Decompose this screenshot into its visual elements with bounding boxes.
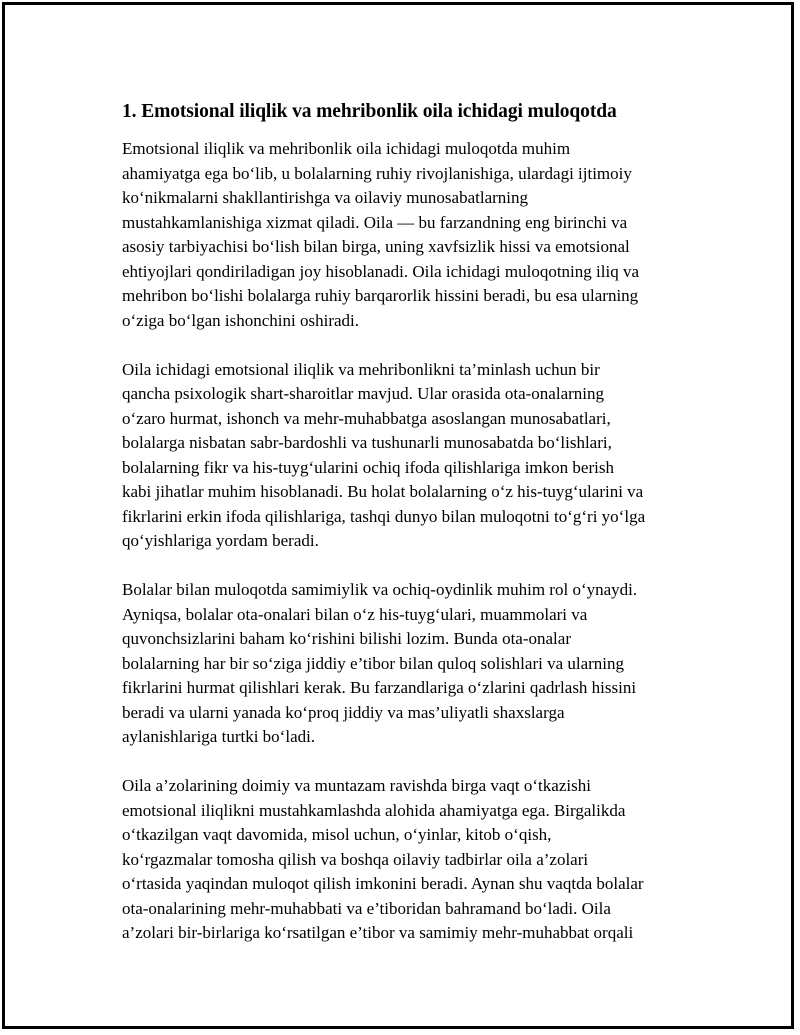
text-line: Emotsional iliqlik va mehribonlik oila ichidagi muloqotda muhim [122, 139, 571, 158]
text-line: ahamiyatga ega bo‘lib, u bolalarning ruhiy rivojlanishiga, ulardagi ijtimoiy [122, 163, 632, 183]
text-line: kabi jihatlar muhim hisoblanadi. Bu holat bolalarning o‘z his-tuyg‘ularini va [122, 482, 644, 501]
paragraph [122, 358, 692, 554]
paragraph-gap [122, 750, 692, 775]
paragraph [122, 137, 692, 333]
text-line: mustahkamlanishiga xizmat qiladi. Oila — bu farzandning eng birinchi va [122, 212, 628, 232]
text-line: bolalarning fikr va his-tuyg‘ularini ochiq ifoda qilishlariga imkon berish [122, 457, 614, 477]
text-line: aylanishlariga turtki bo‘ladi. [122, 727, 316, 746]
text-line: o‘rtasida yaqindan muloqot qilish imkonini beradi. Aynan shu vaqtda bolalar [122, 874, 644, 893]
page-frame [2, 2, 794, 1029]
text-line: ko‘rgazmalar tomosha qilish va boshqa oilaviy tadbirlar oila a’zolari [122, 849, 589, 869]
text-line: fikrlarini erkin ifoda qilishlariga, tashqi dunyo bilan muloqotni to‘g‘ri yo‘lga [122, 506, 646, 526]
text-line: Ayniqsa, bolalar ota-onalari bilan o‘z his-tuyg‘ulari, muammolari va [122, 604, 588, 624]
text-line: quvonchsizlarini baham ko‘rishini bilishi lozim. Bunda ota-onalar [122, 629, 571, 648]
paragraphs-container [122, 137, 692, 946]
text-line: Bolalar bilan muloqotda samimiylik va ochiq-oydinlik muhim rol o‘ynaydi. [122, 580, 638, 599]
text-line: Oila ichidagi emotsional iliqlik va mehribonlikni ta’minlash uchun bir [122, 359, 600, 379]
text-line: bolalarga nisbatan sabr-bardoshli va tushunarli munosabatda bo‘lishlari, [122, 433, 612, 452]
section-heading: 1. Emotsional iliqlik va mehribonlik oila ichidagi muloqotda [122, 101, 617, 122]
text-line: mehribon bo‘lishi bolalarga ruhiy barqarorlik hissini beradi, bu esa ularning [122, 286, 639, 305]
text-line: o‘ziga bo‘lgan ishonchini oshiradi. [122, 310, 360, 330]
text-line: Oila a’zolarining doimiy va muntazam ravishda birga vaqt o‘tkazishi [122, 776, 591, 795]
text-line: a’zolari bir-birlariga ko‘rsatilgan e’tibor va samimiy mehr-muhabbat orqali [122, 923, 634, 942]
text-line: bolalarning har bir so‘ziga jiddiy e’tibor bilan quloq solishlari va ularning [122, 653, 625, 673]
text-line: ko‘nikmalarni shakllantirishga va oilaviy munosabatlarning [122, 188, 529, 207]
text-line: o‘zaro hurmat, ishonch va mehr-muhabbatga asoslangan munosabatlari, [122, 408, 611, 428]
text-line: emotsional iliqlikni mustahkamlashda alohida ahamiyatga ega. Birgalikda [122, 800, 626, 820]
text-line: o‘tkazilgan vaqt davomida, misol uchun, o‘yinlar, kitob o‘qish, [122, 825, 552, 844]
text-line: ehtiyojlari qondiriladigan joy hisoblanadi. Oila ichidagi muloqotning iliq va [122, 261, 639, 281]
paragraph [122, 774, 692, 946]
paragraph-gap [122, 554, 692, 579]
text-line: ota-onalarining mehr-muhabbati va e’tiboridan bahramand bo‘ladi. Oila [122, 898, 611, 918]
text-line: qo‘yishlariga yordam beradi. [122, 531, 319, 550]
paragraph-gap [122, 333, 692, 358]
text-line: beradi va ularni yanada ko‘proq jiddiy va mas’uliyatli shaxslarga [122, 702, 565, 722]
text-line: asosiy tarbiyachisi bo‘lish bilan birga, uning xavfsizlik hissi va emotsional [122, 237, 630, 256]
text-line: fikrlarini hurmat qilishlari kerak. Bu farzandlariga o‘zlarini qadrlash hissini [122, 678, 637, 697]
document-body [122, 98, 692, 946]
text-line: qancha psixologik shart-sharoitlar mavjud. Ular orasida ota-onalarning [122, 384, 604, 403]
paragraph [122, 578, 692, 750]
